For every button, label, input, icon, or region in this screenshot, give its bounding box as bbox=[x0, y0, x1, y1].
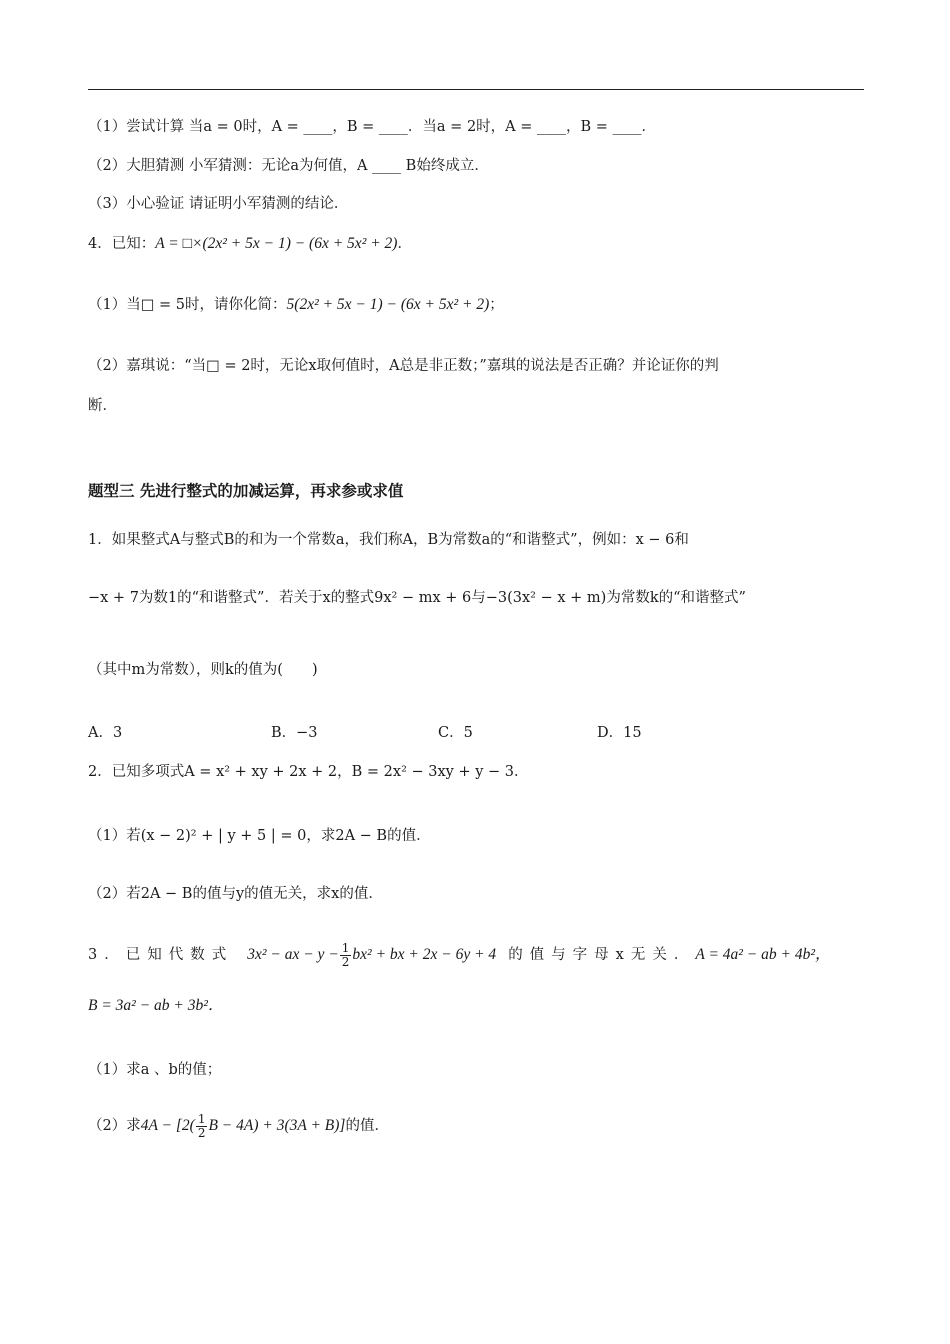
s3-problem-3-expression-A: A = 4a² − ab + 4b²， bbox=[695, 946, 831, 963]
problem-4-sub-1-expression: 5(2x² + 5x − 1) − (6x + 5x² + 2) bbox=[286, 296, 490, 313]
problem-4-sub-2-line-2: 断． bbox=[88, 398, 117, 414]
s3-problem-3-sub-1: （1）求a 、b的值； bbox=[88, 1062, 222, 1078]
problem-4-sub-2-line-1: （2）嘉琪说：“当□ = 2时，无论x取何值时，A总是非正数；”嘉琪的说法是否正确？并论证你的判 bbox=[88, 358, 719, 374]
problem-4-sub-1-text: （1）当□ = 5时，请你化简： bbox=[88, 297, 287, 313]
problem-4-end: ． bbox=[397, 236, 412, 252]
s3-problem-3-sub-2-expression-a: 4A − [2( bbox=[140, 1117, 195, 1134]
s3-problem-3-sub-2-label: （2）求 bbox=[88, 1118, 141, 1134]
s3-problem-3-stem bbox=[88, 937, 831, 973]
s3-problem-2-sub-1: （1）若(x − 2)² + | y + 5 | = 0，求2A − B的值． bbox=[88, 828, 431, 844]
s3-problem-3-sub-2 bbox=[88, 1108, 389, 1144]
s3-problem-3-sub-2-end: 的值． bbox=[345, 1118, 389, 1134]
problem-4-sub-1-end: ； bbox=[489, 297, 504, 313]
question-3-verify: （3）小心验证 请证明小军猜测的结论． bbox=[88, 196, 349, 212]
s3-problem-2-sub-2: （2）若2A − B的值与y的值无关，求x的值． bbox=[88, 886, 383, 902]
fraction-denominator: 2 bbox=[341, 954, 350, 969]
problem-4-sub-1 bbox=[88, 295, 504, 315]
s3-problem-3-label: 3．已知代数式 bbox=[88, 947, 234, 963]
s3-problem-3-expression-b: bx² + bx + 2x − 6y + 4 bbox=[352, 946, 497, 963]
s3-problem-3-expression-B: B = 3a² − ab + 3b²． bbox=[88, 997, 224, 1014]
s3-problem-2-stem: 2．已知多项式A = x² + xy + 2x + 2，B = 2x² − 3xy + y − 3． bbox=[88, 764, 529, 780]
s3-problem-3-sub-2-expression-b: B − 4A) + 3(3A + B)] bbox=[208, 1117, 346, 1134]
s3-problem-1-line-3: （其中m为常数），则k的值为( ) bbox=[88, 662, 318, 678]
section-3-title: 题型三 先进行整式的加减运算，再求参或求值 bbox=[88, 482, 404, 500]
option-d: D．15 bbox=[597, 725, 642, 741]
fraction-numerator: 1 bbox=[197, 1111, 206, 1126]
s3-problem-3-condition: 的值与字母x无关． bbox=[508, 947, 696, 963]
option-a: A．3 bbox=[88, 725, 123, 741]
problem-4-stem bbox=[88, 234, 412, 254]
s3-problem-3-expression-a: 3x² − ax − y − bbox=[247, 946, 339, 963]
fraction-numerator: 1 bbox=[341, 940, 350, 955]
header-rule bbox=[88, 89, 864, 90]
question-2-guess: （2）大胆猜测 小军猜测：无论a为何值，A ____ B始终成立． bbox=[88, 158, 489, 174]
option-b: B．−3 bbox=[271, 725, 318, 741]
problem-4-expression: A = □×(2x² + 5x − 1) − (6x + 5x² + 2) bbox=[155, 235, 398, 252]
s3-problem-3-sub-2-fraction bbox=[196, 1113, 208, 1140]
option-c: C．5 bbox=[438, 725, 473, 741]
problem-4-label: 4．已知： bbox=[88, 236, 156, 252]
question-1-compute: （1）尝试计算 当a = 0时，A = ____，B = ____．当a = 2时，A = ____，B = ____． bbox=[88, 119, 657, 135]
s3-problem-3-fraction bbox=[340, 942, 352, 969]
fraction-denominator: 2 bbox=[197, 1125, 206, 1140]
s3-problem-1-line-2: −x + 7为数1的“和谐整式”．若关于x的整式9x² − mx + 6与−3(3x² − x + m)为常数k的“和谐整式” bbox=[88, 590, 746, 606]
s3-problem-1-line-1: 1．如果整式A与整式B的和为一个常数a，我们称A，B为常数a的“和谐整式”，例如：x − 6和 bbox=[88, 532, 689, 548]
